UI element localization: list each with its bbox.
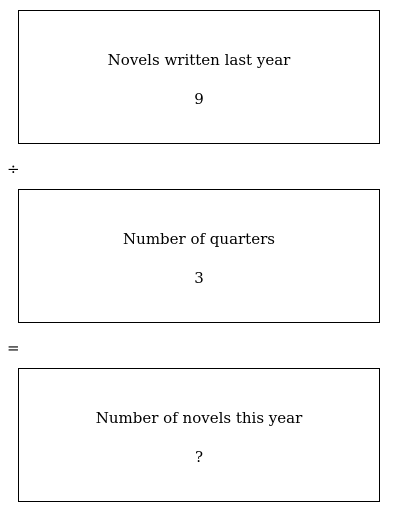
- dividend-label: Novels written last year: [107, 51, 291, 69]
- divisor-label: Number of quarters: [123, 230, 275, 248]
- division-operator: ÷: [7, 160, 20, 178]
- quotient-label: Number of novels this year: [95, 409, 303, 427]
- dividend-box: [18, 10, 380, 144]
- quotient-box: [18, 368, 380, 502]
- divisor-box: [18, 189, 380, 323]
- equals-operator: =: [7, 339, 20, 357]
- quotient-value: ?: [194, 448, 204, 466]
- divisor-value: 3: [194, 269, 204, 287]
- dividend-value: 9: [194, 90, 204, 108]
